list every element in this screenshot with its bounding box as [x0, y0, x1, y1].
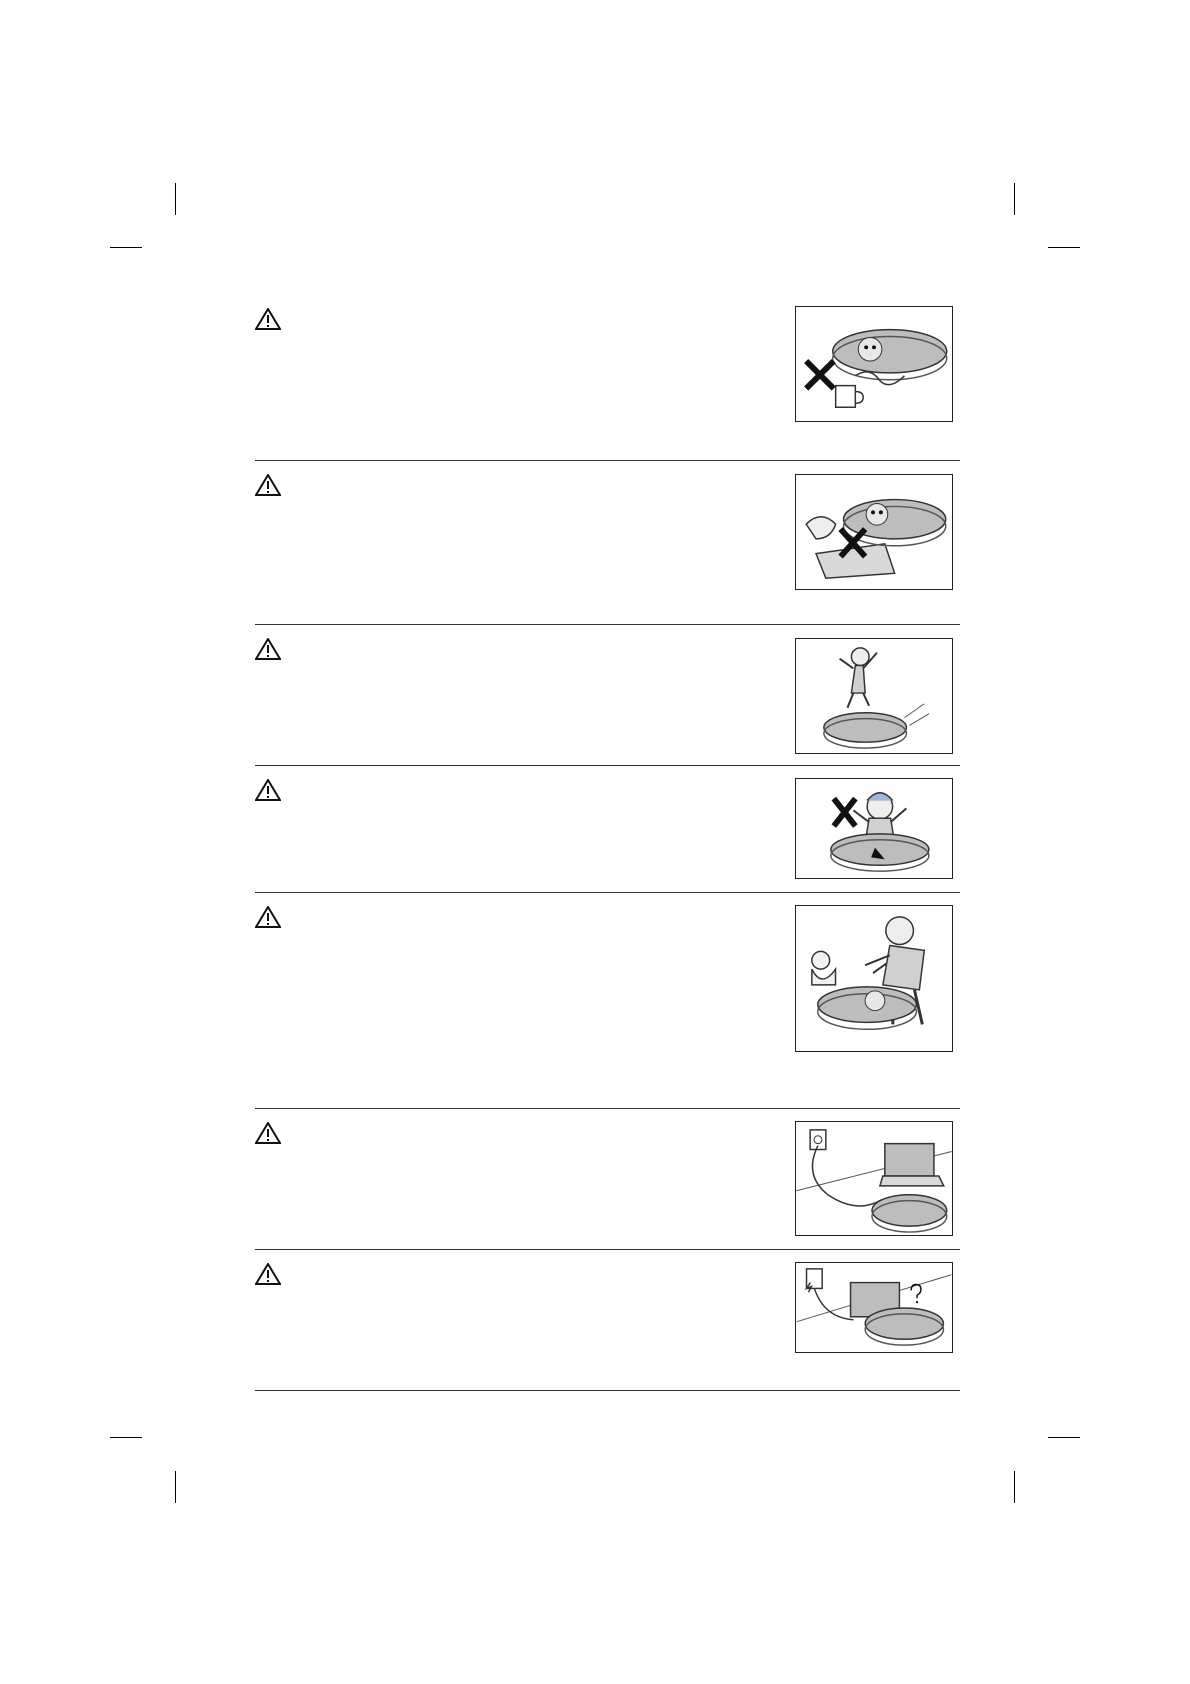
warning-icon [255, 308, 281, 330]
section-divider [255, 765, 960, 766]
warning-section-3 [255, 636, 960, 766]
robot-vacuum-child-and-dog-icon [795, 905, 953, 1052]
robot-vacuum-child-sitting-x-icon [795, 778, 953, 879]
crop-mark-bottom-right-horizontal [1048, 1437, 1080, 1438]
crop-mark-top-right-horizontal [1048, 247, 1080, 248]
warning-section-6 [255, 1120, 960, 1250]
crop-mark-bottom-left-horizontal [110, 1437, 142, 1438]
warning-icon [255, 906, 281, 928]
warning-section-4 [255, 777, 960, 892]
robot-vacuum-child-jumping-icon [795, 638, 953, 754]
crop-mark-bottom-left-vertical [175, 1471, 176, 1503]
warning-icon [255, 638, 281, 660]
warning-section-7 [255, 1261, 960, 1391]
warning-section-1 [255, 306, 960, 426]
section-divider [255, 1249, 960, 1250]
crop-mark-top-left-vertical [175, 183, 176, 215]
robot-vacuum-on-blanket-x-icon [795, 474, 953, 590]
crop-mark-top-left-horizontal [110, 247, 142, 248]
crop-mark-top-right-vertical [1014, 183, 1015, 215]
warning-icon [255, 474, 281, 496]
warning-section-5 [255, 904, 960, 1104]
section-divider [255, 460, 960, 461]
section-divider [255, 624, 960, 625]
warning-icon [255, 779, 281, 801]
warning-icon [255, 1122, 281, 1144]
robot-vacuum-entangled-cords-x-icon [795, 306, 953, 422]
robot-vacuum-damaged-plug-question-icon [795, 1262, 953, 1353]
section-divider [255, 1108, 960, 1109]
warning-section-2 [255, 472, 960, 612]
section-divider [255, 892, 960, 893]
crop-mark-bottom-right-vertical [1014, 1471, 1015, 1503]
robot-vacuum-charging-station-icon [795, 1121, 953, 1236]
warning-icon [255, 1263, 281, 1285]
section-divider [255, 1390, 960, 1391]
